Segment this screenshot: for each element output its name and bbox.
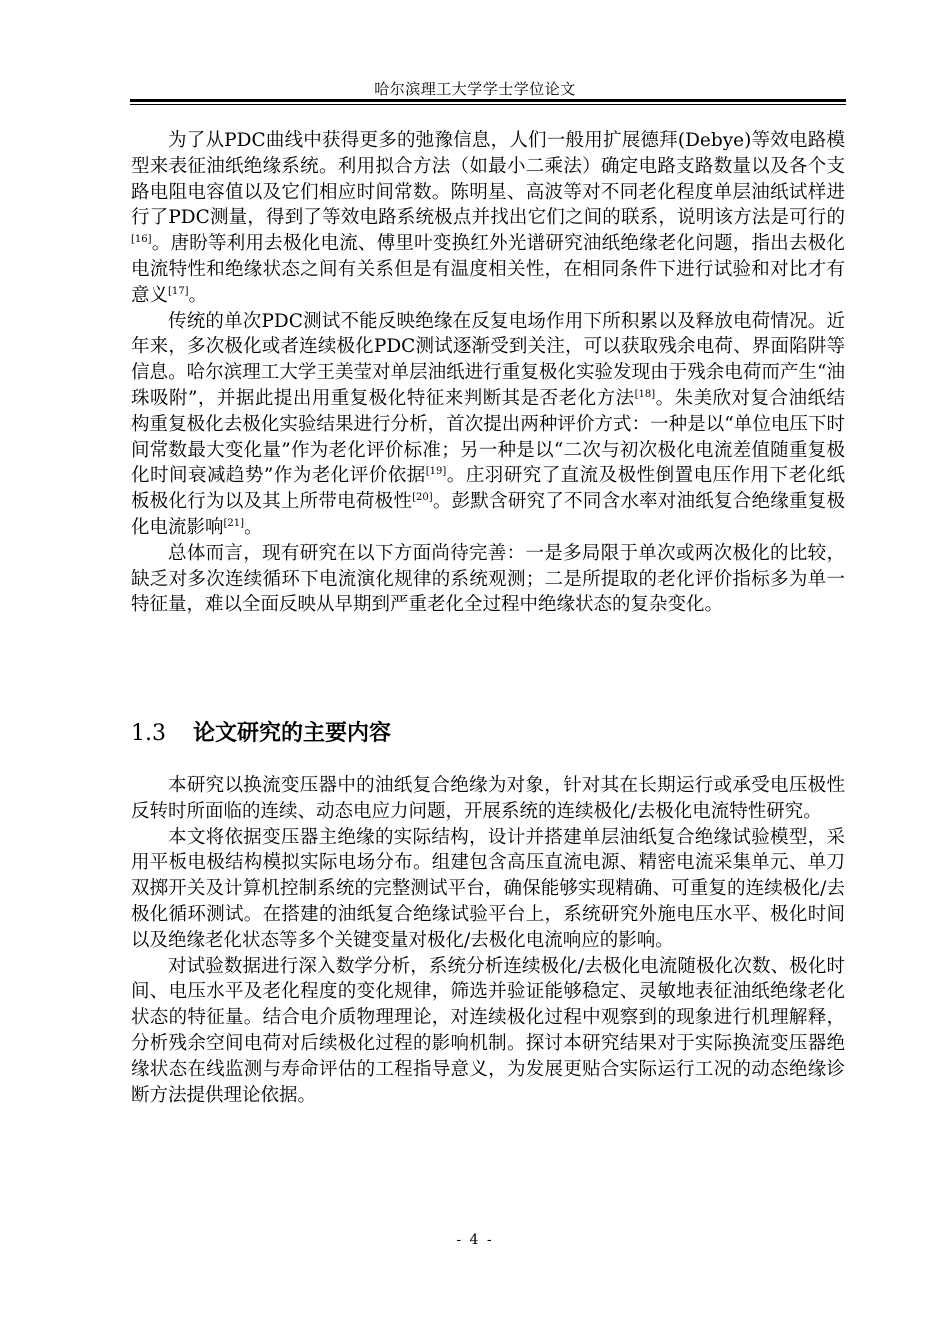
- paragraph-pdc-curve: [131, 128, 845, 309]
- header-rule-thick: [130, 99, 846, 102]
- paragraph-research-object: 本研究以换流变压器中的油纸复合绝缘为对象，针对其在长期运行或承受电压极性反转时所面临的连续、动态电应力问题，开展系统的连续极化/去极化电流特性研究。: [131, 775, 845, 822]
- paragraph-summary: [131, 541, 845, 618]
- paragraph-repeated-polarization: [131, 309, 845, 541]
- paragraph-text: 。彭默含研究了不同含水率对油纸复合绝缘重复极化电流影响: [131, 491, 845, 538]
- paragraph-text: 为了从PDC曲线中获得更多的弛豫信息，人们一般用扩展德拜(Debye)等效电路模型来表征油纸绝缘系统。利用拟合方法（如最小二乘法）确定电路支路数量以及各个支路电阻电容值以及它们相应时间常数。陈明星、高波等对不同老化程度单层油纸试样进行了PDC测量，得到了等效电路系统极点并找出它们之间的联系，说明该方法是可行的: [131, 130, 845, 229]
- header-rule-thin: [130, 104, 846, 105]
- citation: [17]: [168, 285, 189, 297]
- running-header: 哈尔滨理工大学学士学位论文: [374, 80, 576, 98]
- paragraph-text: 。: [244, 516, 263, 538]
- section-title: 论文研究的主要内容: [193, 721, 392, 746]
- paragraph-text: 。唐盼等利用去极化电流、傅里叶变换红外光谱研究油纸绝缘老化问题，指出去极化电流特性和绝缘状态之间有关系但是有温度相关性，在相同条件下进行试验和对比才有意义: [131, 233, 845, 306]
- section-number: 1.3: [131, 721, 166, 746]
- paragraph-text: 传统的单次PDC测试不能反映绝缘在反复电场作用下所积累以及释放电荷情况。近年来，多次极化或者连续极化PDC测试逐渐受到关注，可以获取残余电荷、界面陷阱等信息。哈尔滨理工大学王美莹对单层油纸进行重复极化实验发现由于残余电荷而产生“油珠吸附”，并据此提出用重复极化特征来判断其是否老化方法: [131, 310, 845, 409]
- body-text-bottom: [131, 773, 845, 1108]
- paragraph-data-analysis: 对试验数据进行深入数学分析，系统分析连续极化/去极化电流随极化次数、极化时间、电压水平及老化程度的变化规律，筛选并验证能够稳定、灵敏地表征油纸绝缘老化状态的特征量。结合电介质物理理论，对连续极化过程中观察到的现象进行机理解释，分析残余空间电荷对后续极化过程的影响机制。探讨本研究结果对于实际换流变压器绝缘状态在线监测与寿命评估的工程指导意义，为发展更贴合实际运行工况的动态绝缘诊断方法提供理论依据。: [131, 955, 845, 1106]
- paragraph-test-platform: 本文将依据变压器主绝缘的实际结构，设计并搭建单层油纸复合绝缘试验模型，采用平板电极结构模拟实际电场分布。组建包含高压直流电源、精密电流采集单元、单刀双掷开关及计算机控制系统的完整测试平台，确保能够实现精确、可重复的连续极化/去极化循环测试。在搭建的油纸复合绝缘试验平台上，系统研究外施电压水平、极化时间以及绝缘老化状态等多个关键变量对极化/去极化电流响应的影响。: [131, 826, 845, 951]
- citation: [20]: [412, 492, 433, 504]
- paragraph-text: 。: [188, 284, 208, 306]
- citation: [21]: [223, 517, 245, 529]
- citation: [19]: [425, 466, 447, 478]
- paragraph-text: 。朱美欣对复合油纸结构重复极化去极化实验结果进行分析，首次提出两种评价方式：一种是以“单位电压下时间常数最大变化量”作为老化评价标准；另一种是以“二次与初次极化电流差值随重复极化时间衰减趋势”作为老化评价依据: [131, 387, 845, 487]
- body-text-top: [131, 128, 845, 618]
- section-heading: [131, 718, 391, 750]
- citation: [18]: [634, 388, 656, 400]
- page-number: - 4 -: [456, 1232, 494, 1248]
- citation: [16]: [131, 234, 152, 246]
- paragraph-text: 总体而言，现有研究在以下方面尚待完善：一是多局限于单次或两次极化的比较，缺乏对多次连续循环下电流演化规律的系统观测；二是所提取的老化评价指标多为单一特征量，难以全面反映从早期到严重老化全过程中绝缘状态的复杂变化。: [131, 542, 845, 616]
- paragraph-text: 。庄羽研究了直流及极性倒置电压作用下老化纸板极化行为以及其上所带电荷极性: [131, 465, 845, 513]
